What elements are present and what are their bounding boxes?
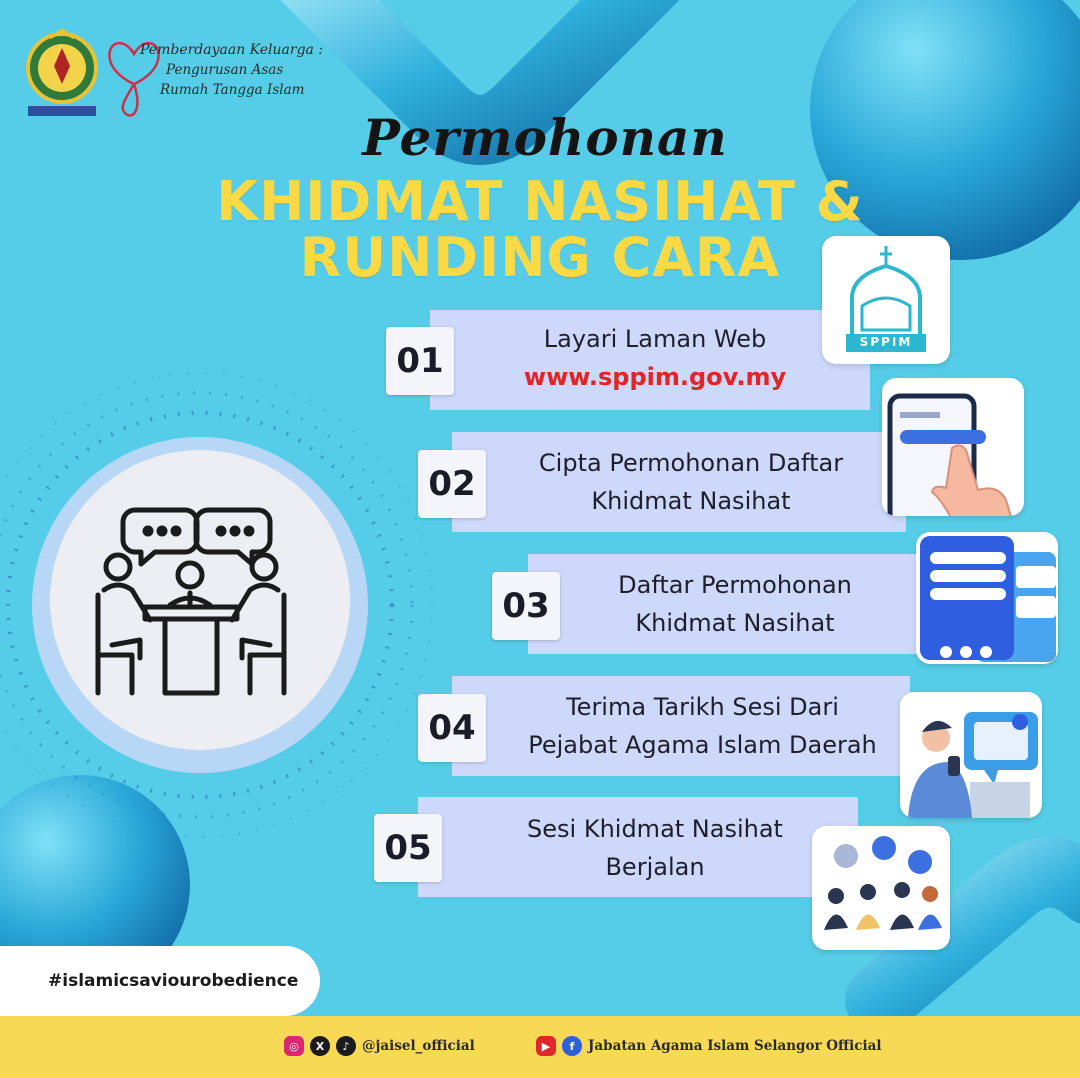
sppim-logo-text: SPPIM <box>859 335 913 349</box>
agency-crest-logo <box>22 28 102 120</box>
social-handle[interactable]: @jaisel_official <box>362 1038 475 1054</box>
tiktok-icon[interactable]: ♪ <box>336 1036 356 1056</box>
x-twitter-icon[interactable]: X <box>310 1036 330 1056</box>
step-02-text <box>496 444 886 520</box>
group-discussion-icon <box>812 826 950 950</box>
step-number-03: 03 <box>492 572 560 640</box>
receive-date-thumbnail <box>900 692 1042 818</box>
registration-form-icon <box>916 532 1058 664</box>
youtube-icon[interactable]: ▶ <box>536 1036 556 1056</box>
step-01-text <box>460 320 850 396</box>
person-message-icon <box>900 692 1042 818</box>
brand-line-1: Pemberdayaan Keluarga : <box>140 42 324 58</box>
phone-tap-icon <box>882 378 1024 516</box>
step-02-line2: Khidmat Nasihat <box>591 487 791 515</box>
brand-line-3: Rumah Tangga Islam <box>160 82 305 98</box>
sppim-website-link[interactable]: www.sppim.gov.my <box>523 363 787 391</box>
step-05-line2: Berjalan <box>605 853 705 881</box>
brand-line-2: Pengurusan Asas <box>166 62 284 78</box>
sppim-logo-thumbnail <box>822 236 950 364</box>
meeting-consultation-icon <box>90 495 310 705</box>
footer-bar <box>0 1016 1080 1078</box>
registration-form-thumbnail <box>916 532 1058 664</box>
step-02-line1: Cipta Permohonan Daftar <box>538 449 844 477</box>
step-03-text <box>570 566 900 642</box>
step-03-line2: Khidmat Nasihat <box>635 609 835 637</box>
step-05-line1: Sesi Khidmat Nasihat <box>527 815 783 843</box>
instagram-icon[interactable]: ◎ <box>284 1036 304 1056</box>
hashtag-text: #islamicsaviourobedience <box>48 971 299 991</box>
hashtag-pill <box>0 946 320 1016</box>
step-01-line1: Layari Laman Web <box>543 325 767 353</box>
step-05-text <box>460 810 850 886</box>
facebook-icon[interactable]: f <box>562 1036 582 1056</box>
step-03-line1: Daftar Permohonan <box>618 571 852 599</box>
main-title-line-2: RUNDING CARA <box>299 226 781 289</box>
main-title-line-1: KHIDMAT NASIHAT & <box>216 170 864 233</box>
script-title: Permohonan <box>362 108 728 167</box>
step-number-01: 01 <box>386 327 454 395</box>
session-thumbnail <box>812 826 950 950</box>
step-04-line1: Terima Tarikh Sesi Dari <box>566 693 839 721</box>
facebook-page-name[interactable]: Jabatan Agama Islam Selangor Official <box>588 1038 882 1054</box>
step-number-04: 04 <box>418 694 486 762</box>
step-04-text <box>490 688 915 764</box>
phone-tap-thumbnail <box>882 378 1024 516</box>
step-number-02: 02 <box>418 450 486 518</box>
step-04-line2: Pejabat Agama Islam Daerah <box>528 731 877 759</box>
step-number-05: 05 <box>374 814 442 882</box>
